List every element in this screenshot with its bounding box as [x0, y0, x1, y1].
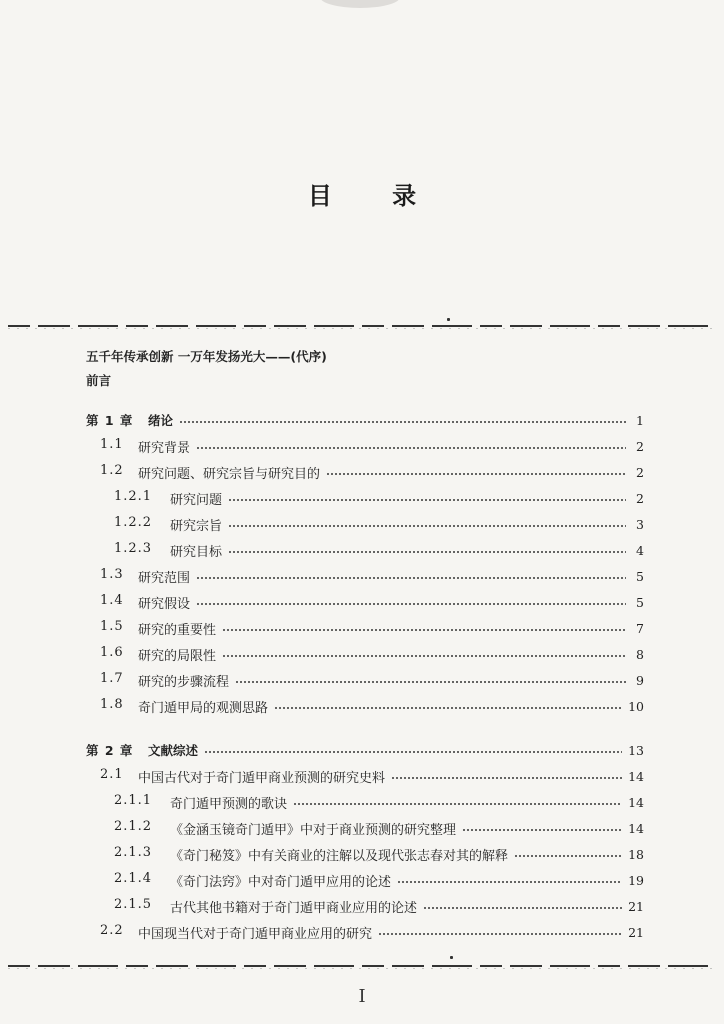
toc-entry-label	[86, 697, 268, 716]
page-ref: 21	[628, 924, 644, 940]
page-ref: 18	[628, 846, 644, 862]
toc-entry-label	[86, 819, 456, 838]
page-ref: 14	[628, 820, 644, 836]
toc-entry-label	[86, 437, 190, 456]
toc-entry[interactable]	[86, 920, 644, 944]
dot-leader	[397, 881, 622, 883]
section-title: 研究的步骤流程	[138, 674, 230, 690]
section-title: 研究的重要性	[138, 622, 217, 638]
scan-speck	[447, 318, 450, 321]
toc-entry-label	[86, 923, 372, 942]
section-number: 2.1.1	[114, 792, 153, 808]
toc-entry-label	[86, 411, 173, 429]
section-title: 奇门遁甲预测的歌诀	[170, 796, 288, 812]
toc-entry-label	[86, 645, 216, 664]
page-ref: 1	[636, 412, 644, 428]
section-number: 1.2.2	[114, 514, 153, 530]
toc-entry-label	[86, 845, 508, 864]
page-ref: 14	[628, 794, 644, 810]
section-number: 第 1 章	[86, 413, 134, 428]
section-number: 1.2.1	[114, 488, 153, 504]
dot-leader	[462, 829, 622, 831]
dot-leader	[228, 525, 626, 527]
dot-leader	[274, 707, 622, 709]
section-number: 2.1	[100, 766, 124, 782]
page-ref: 7	[636, 620, 644, 636]
section-number: 第 2 章	[86, 743, 134, 758]
dot-leader	[228, 551, 626, 553]
toc-entry[interactable]	[86, 694, 644, 718]
section-title: 《金涵玉镜奇门遁甲》中对于商业预测的研究整理	[170, 822, 457, 838]
foreword-title: 前言	[86, 373, 112, 388]
top-divider	[8, 324, 716, 329]
page-ref: 21	[628, 898, 644, 914]
section-number: 1.7	[100, 670, 124, 686]
section-number: 1.4	[100, 592, 124, 608]
section-number: 1.8	[100, 696, 124, 712]
page-ref: 5	[636, 568, 644, 584]
toc-entry-label	[86, 489, 222, 508]
dot-leader	[222, 629, 626, 631]
page-ref: 5	[636, 594, 644, 610]
toc-entry-label	[86, 871, 391, 890]
toc-entry-label	[86, 793, 287, 812]
page-number: I	[358, 986, 366, 1007]
page-ref: 4	[636, 542, 644, 558]
toc-entry[interactable]	[86, 894, 644, 918]
toc-entry[interactable]	[86, 816, 644, 840]
section-title: 研究宗旨	[170, 518, 223, 534]
section-number: 1.6	[100, 644, 124, 660]
section-title: 古代其他书籍对于奇门遁甲商业应用的论述	[170, 900, 418, 916]
page-ref: 2	[636, 438, 644, 454]
page-ref: 14	[628, 768, 644, 784]
page-ref: 9	[636, 672, 644, 688]
section-number: 1.2.3	[114, 540, 153, 556]
dot-leader	[204, 751, 622, 753]
toc-entry[interactable]	[86, 538, 644, 562]
page-ref: 2	[636, 490, 644, 506]
toc-entry[interactable]	[86, 790, 644, 814]
toc-entry-label	[86, 541, 222, 560]
dot-leader	[391, 777, 622, 779]
toc-entry-label	[86, 897, 417, 916]
section-title: 研究范围	[138, 570, 191, 586]
dot-leader	[235, 681, 626, 683]
section-number: 2.2	[100, 922, 124, 938]
section-number: 1.1	[100, 436, 124, 452]
toc-entry[interactable]	[86, 642, 644, 666]
section-number: 1.2	[100, 462, 124, 478]
scan-smudge	[320, 0, 400, 8]
preface-title: 五千年传承创新 一万年发扬光大——(代序)	[86, 349, 327, 364]
section-title: 研究目标	[170, 544, 223, 560]
dot-leader	[326, 473, 626, 475]
section-title: 《奇门秘笈》中有关商业的注解以及现代张志春对其的解释	[170, 848, 509, 864]
toc-entry-label	[86, 463, 320, 482]
toc-entry-label	[86, 567, 190, 586]
toc-entry[interactable]	[86, 460, 644, 484]
section-title: 研究假设	[138, 596, 191, 612]
toc-entry[interactable]	[86, 564, 644, 588]
section-number: 1.5	[100, 618, 124, 634]
section-title: 研究问题、研究宗旨与研究目的	[138, 466, 321, 482]
section-title: 绪论	[148, 413, 174, 428]
dot-leader	[179, 421, 626, 423]
dot-leader	[228, 499, 626, 501]
section-title: 研究背景	[138, 440, 191, 456]
page-ref: 19	[628, 872, 644, 888]
section-number: 2.1.4	[114, 870, 153, 886]
section-number: 2.1.3	[114, 844, 153, 860]
page-ref: 10	[628, 698, 644, 714]
section-title: 文献综述	[148, 743, 199, 758]
section-number: 1.3	[100, 566, 124, 582]
toc-entry-label	[86, 741, 198, 759]
section-title: 奇门遁甲局的观测思路	[138, 700, 269, 716]
toc-entry[interactable]	[86, 842, 644, 866]
dot-leader	[423, 907, 622, 909]
toc-entry-label	[86, 593, 190, 612]
toc-entry[interactable]	[86, 408, 644, 432]
section-title: 《奇门法窍》中对奇门遁甲应用的论述	[170, 874, 392, 890]
dot-leader	[222, 655, 626, 657]
toc-entry[interactable]	[86, 764, 644, 788]
toc-entry-label	[86, 767, 385, 786]
dot-leader	[514, 855, 622, 857]
section-title: 研究问题	[170, 492, 223, 508]
page-title: 目 录	[307, 182, 443, 210]
preface-entry[interactable]	[86, 344, 644, 368]
bottom-divider	[8, 964, 716, 969]
toc-entry[interactable]	[86, 868, 644, 892]
page-ref: 8	[636, 646, 644, 662]
scan-speck	[450, 956, 453, 959]
toc-entry[interactable]	[86, 434, 644, 458]
dot-leader	[196, 447, 626, 449]
section-title: 中国现当代对于奇门遁甲商业应用的研究	[138, 926, 373, 942]
dot-leader	[378, 933, 622, 935]
toc-entry-label	[86, 619, 216, 638]
toc-entry[interactable]	[86, 616, 644, 640]
dot-leader	[196, 603, 626, 605]
page-ref: 3	[636, 516, 644, 532]
section-number: 2.1.2	[114, 818, 153, 834]
section-number: 2.1.5	[114, 896, 153, 912]
section-title: 研究的局限性	[138, 648, 217, 664]
toc-entry-label	[86, 515, 222, 534]
toc-entry[interactable]	[86, 590, 644, 614]
toc-entry[interactable]	[86, 738, 644, 762]
toc-entry-label	[86, 671, 229, 690]
dot-leader	[293, 803, 622, 805]
page-ref: 13	[628, 742, 644, 758]
toc-entry[interactable]	[86, 512, 644, 536]
toc-entry[interactable]	[86, 668, 644, 692]
section-title: 中国古代对于奇门遁甲商业预测的研究史料	[138, 770, 386, 786]
foreword-entry[interactable]	[86, 368, 644, 392]
page-ref: 2	[636, 464, 644, 480]
toc-entry[interactable]	[86, 486, 644, 510]
dot-leader	[196, 577, 626, 579]
